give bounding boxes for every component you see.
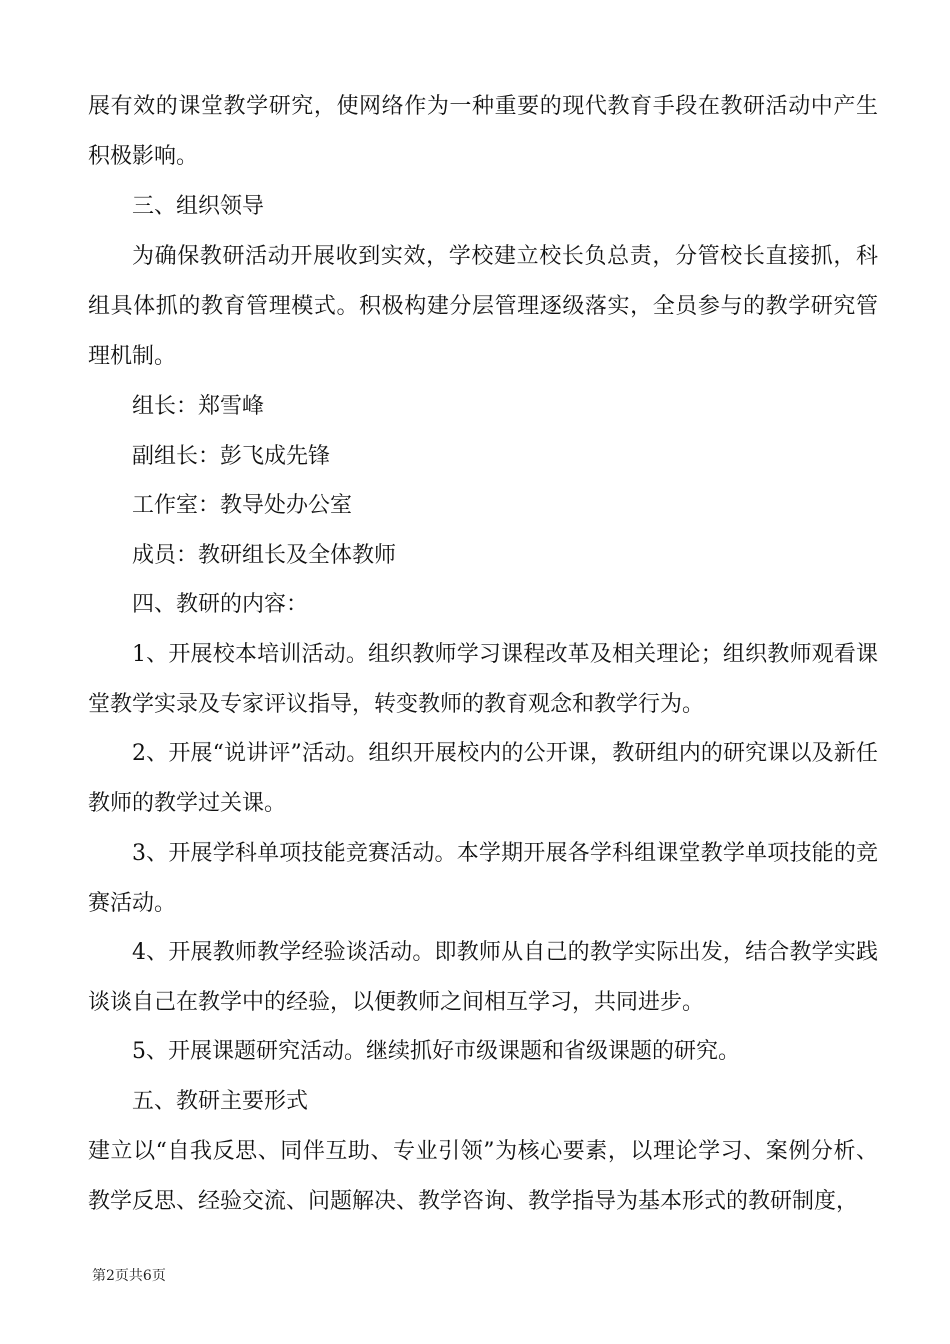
paragraph-continuation: 展有效的课堂教学研究，使网络作为一种重要的现代教育手段在教研活动中产生积极影响。 — [88, 94, 878, 169]
paragraph-organization: 为确保教研活动开展收到实效，学校建立校长负总责，分管校长直接抓，科组具体抓的教育管理模式。积极构建分层管理逐级落实，全员参与的教学研究管理机制。 — [88, 244, 878, 369]
team-office: 工作室：教导处办公室 — [132, 493, 353, 518]
content-item-5: 5、开展课题研究活动。继续抓好市级课题和省级课题的研究。 — [132, 1039, 740, 1064]
heading-organization: 三、组织领导 — [132, 194, 265, 219]
page-number-footer: 第2页共6页 — [92, 1268, 166, 1284]
team-leader: 组长：郑雪峰 — [132, 394, 265, 419]
content-item-3: 3、开展学科单项技能竞赛活动。本学期开展各学科组课堂教学单项技能的竞赛活动。 — [88, 841, 878, 916]
heading-content: 四、教研的内容： — [132, 592, 309, 617]
team-members: 成员：教研组长及全体教师 — [132, 543, 397, 568]
paragraph-forms: 建立以“自我反思、同伴互助、专业引领”为核心要素，以理论学习、案例分析、教学反思、经验交流、问题解决、教学咨询、教学指导为基本形式的教研制度， — [88, 1139, 878, 1214]
content-item-2: 2、开展“说讲评”活动。组织开展校内的公开课，教研组内的研究课以及新任教师的教学过关课。 — [88, 741, 878, 816]
content-item-4: 4、开展教师教学经验谈活动。即教师从自己的教学实际出发，结合教学实践谈谈自己在教学中的经验，以便教师之间相互学习，共同进步。 — [88, 940, 878, 1015]
content-item-1: 1、开展校本培训活动。组织教师学习课程改革及相关理论；组织教师观看课堂教学实录及专家评议指导，转变教师的教育观念和教学行为。 — [88, 642, 878, 717]
team-deputy: 副组长：彭飞成先锋 — [132, 444, 331, 469]
heading-forms: 五、教研主要形式 — [132, 1089, 309, 1114]
